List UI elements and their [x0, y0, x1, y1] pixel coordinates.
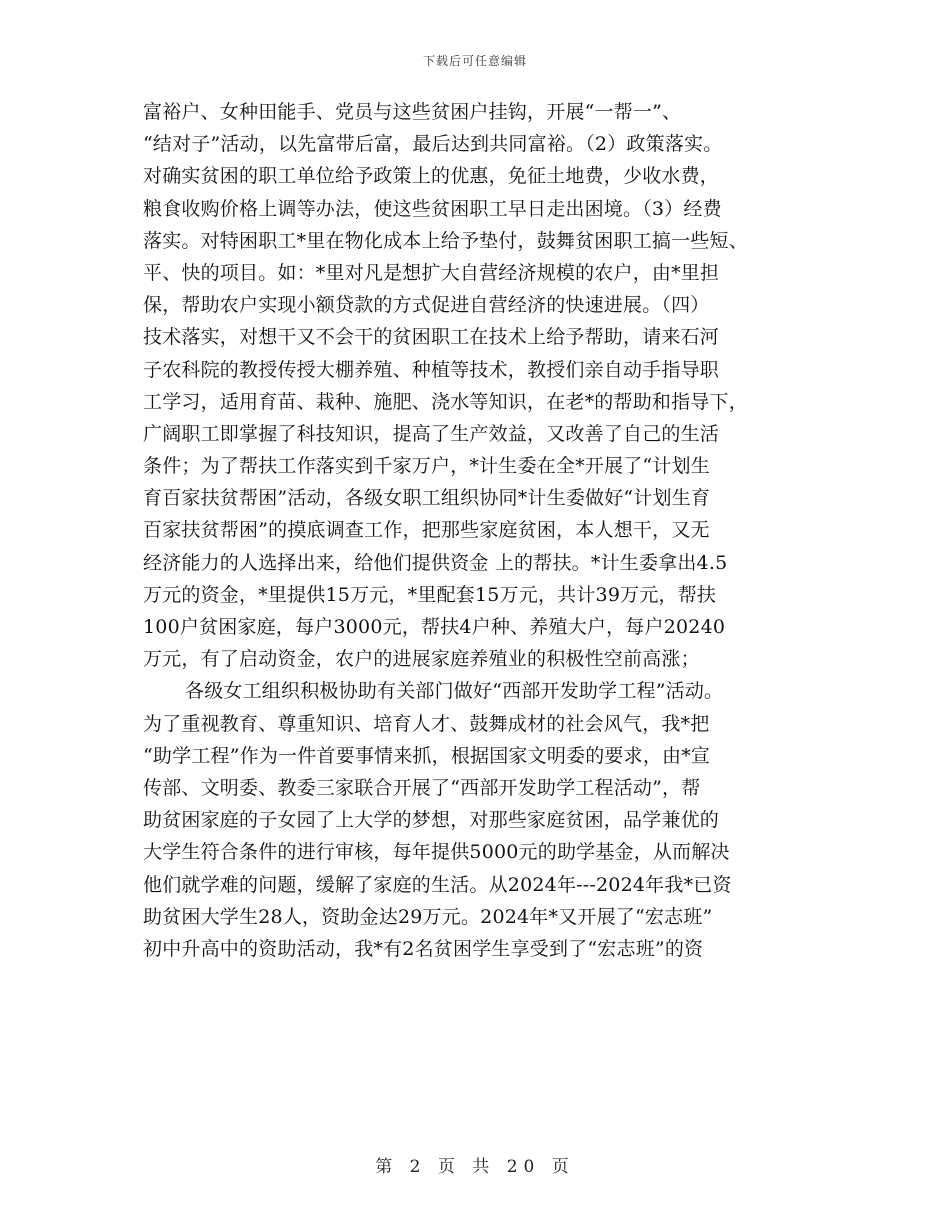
page-header: 下载后可任意编辑	[422, 54, 527, 68]
text-line: 初中升高中的资助活动，我*有2名贫困学生享受到了“宏志班”的资	[143, 937, 704, 960]
text-line: 为了重视教育、尊重知识、培育人才、鼓舞成材的社会风气，我*把	[143, 712, 710, 735]
text-line: 万元，有了启动资金，农户的进展家庭养殖业的积极性空前高涨；	[143, 648, 700, 671]
text-line: 传部、文明委、教委三家联合开展了“西部开发助学工程活动”，帮	[143, 776, 701, 799]
text-line: 大学生符合条件的进行审核，每年提供5000元的助学基金，从而解决	[143, 841, 730, 864]
text-line: 落实。对特困职工*里在物化成本上给予垫付，鼓舞贫困职工搞一些短、	[143, 229, 748, 252]
text-line: 平、快的项目。如：*里对凡是想扩大自营经济规模的农户，由*里担	[143, 261, 720, 284]
text-line: 经济能力的人选择出来，给他们提供资金 上的帮扶。*计生委拿出4.5	[143, 551, 728, 574]
page-footer: 第 2 页 共 20 页	[375, 1157, 575, 1177]
text-line: 工学习，适用育苗、栽种、施肥、浇水等知识，在老*的帮助和指导下，	[143, 390, 748, 413]
text-line: 对确实贫困的职工单位给予政策上的优惠，免征土地费，少收水费，	[143, 165, 720, 188]
text-line: 百家扶贫帮困”的摸底调查工作，把那些家庭贫困，本人想干，又无	[143, 519, 710, 542]
text-line: 100户贫困家庭，每户3000元，帮扶4户种、养殖大户，每户20240	[143, 616, 726, 638]
text-line: 助贫困家庭的子女园了上大学的梦想，对那些家庭贫困，品学兼优的	[143, 809, 720, 832]
text-line: 助贫困大学生28人，资助金达29万元。2024年*又开展了“宏志班”	[143, 905, 713, 928]
text-line: 富裕户、女种田能手、党员与这些贫困户挂钩，开展“一帮一”、	[143, 101, 682, 123]
text-line: 保，帮助农户实现小额贷款的方式促进自营经济的快速进展。（四）	[143, 294, 710, 317]
text-line: 条件；为了帮扶工作落实到千家万户，*计生委在全*开展了“计划生	[143, 455, 710, 478]
text-line: 广阔职工即掌握了科技知识，提高了生产效益，又改善了自己的生活	[143, 422, 720, 445]
body-text	[143, 96, 823, 965]
text-line: 他们就学难的问题，缓解了家庭的生活。从2024年---2024年我*已资	[143, 873, 732, 896]
text-line: “助学工程”作为一件首要事情来抓，根据国家文明委的要求，由*宣	[143, 744, 711, 767]
text-line: 子农科院的教授传授大棚养殖、种植等技术，教授们亲自动手指导职	[143, 358, 720, 381]
text-line: 万元的资金，*里提供15万元，*里配套15万元，共计39万元，帮扶	[143, 583, 717, 606]
paragraph-first-line: 各级女工组织积极协助有关部门做好“西部开发助学工程”活动。	[185, 680, 724, 703]
text-line: 技术落实，对想干又不会干的贫困职工在技术上给予帮助，请来石河	[143, 326, 720, 349]
text-line: “结对子”活动，以先富带后富，最后达到共同富裕。（2）政策落实。	[143, 133, 723, 156]
text-line: 育百家扶贫帮困”活动，各级女职工组织协同*计生委做好“计划生育	[143, 487, 711, 510]
text-line: 粮食收购价格上调等办法，使这些贫困职工早日走出困境。（3）经费	[143, 197, 722, 220]
